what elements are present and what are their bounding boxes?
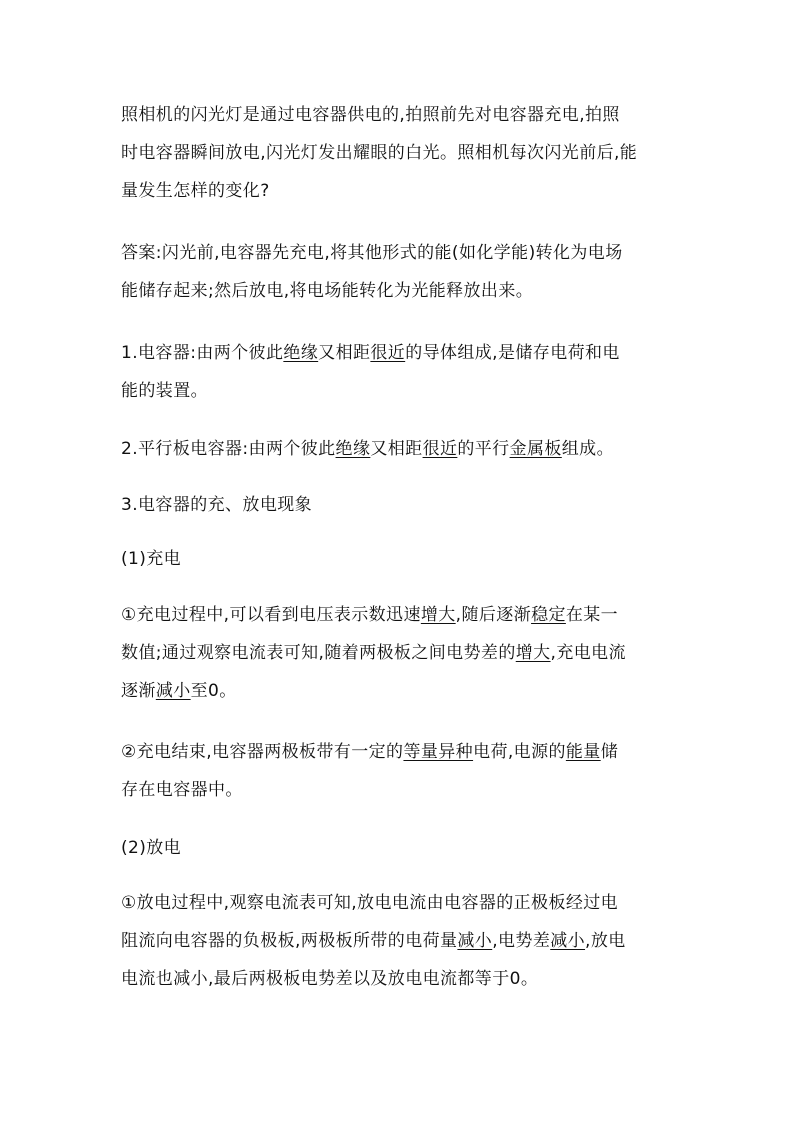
item-2-text-c: 的平行 <box>457 439 510 459</box>
text: 储 <box>600 742 619 762</box>
item-1-text-b: 又相距 <box>318 343 371 363</box>
item-2-text-a: 2.平行板电容器:由两个彼此 <box>121 439 336 459</box>
item-1-text-a: 1.电容器:由两个彼此 <box>121 343 284 363</box>
item-1-capacitor-definition <box>121 334 681 410</box>
section-heading: 3.电容器的充、放电现象 <box>121 495 313 515</box>
charge-paragraph-2 <box>121 733 681 809</box>
item-2-parallel-plate <box>121 430 681 468</box>
blank-answer: 减小 <box>550 931 586 951</box>
text: ①充电过程中,可以看到电压表示数迅速 <box>121 605 421 625</box>
item-2-text-b: 又相距 <box>370 439 423 459</box>
blank-answer: 增大 <box>515 643 551 663</box>
text: ,充电电流 <box>550 643 626 663</box>
text: 在某一 <box>565 605 619 625</box>
text: 至0。 <box>190 681 237 701</box>
text: ,电势差 <box>492 931 551 951</box>
charge-p1-line-2 <box>121 634 681 672</box>
blank-answer: 很近 <box>370 343 406 363</box>
text: ,随后逐渐 <box>455 605 532 625</box>
subsection-heading: (1)充电 <box>121 549 182 569</box>
discharge-p1-line-1: ①放电过程中,观察电流表可知,放电电流由电容器的正极板经过电 <box>121 893 619 913</box>
blank-answer: 稳定 <box>531 605 566 625</box>
text: ,放电 <box>585 931 626 951</box>
question-line-2: 时电容器瞬间放电,闪光灯发出耀眼的白光。照相机每次闪光前后,能 <box>121 143 638 163</box>
blank-answer: 减小 <box>457 931 493 951</box>
item-2-line-1 <box>121 430 681 468</box>
text: ②充电结束,电容器两极板带有一定的 <box>121 742 404 762</box>
intro-answer <box>121 234 681 310</box>
blank-answer: 减小 <box>155 681 191 701</box>
intro-question <box>121 96 681 210</box>
discharge-p1-line-3: 电流也减小,最后两极板电势差以及放电电流都等于0。 <box>121 969 539 989</box>
charge-p2-line-2: 存在电容器中。 <box>121 780 243 800</box>
question-line-1: 照相机的闪光灯是通过电容器供电的,拍照前先对电容器充电,拍照 <box>121 105 620 125</box>
item-1-text-c: 的导体组成,是储存电荷和电 <box>405 343 620 363</box>
text: 逐渐 <box>121 681 156 701</box>
subsection-heading: (2)放电 <box>121 838 182 858</box>
discharge-heading <box>121 829 681 867</box>
charge-p2-line-1 <box>121 733 681 771</box>
discharge-p1-line-2 <box>121 922 681 960</box>
blank-answer: 很近 <box>422 439 458 459</box>
charge-paragraph-1 <box>121 596 681 710</box>
blank-answer: 绝缘 <box>335 439 371 459</box>
text: 数值;通过观察电流表可知,随着两极板之间电势差的 <box>121 643 516 663</box>
blank-answer: 金属板 <box>509 439 562 459</box>
blank-answer: 绝缘 <box>283 343 319 363</box>
item-1-line-1 <box>121 334 681 372</box>
item-1-line-2: 能的装置。 <box>121 381 208 401</box>
discharge-paragraph-1 <box>121 884 681 998</box>
answer-line-2: 能储存起来;然后放电,将电场能转化为光能释放出来。 <box>121 281 534 301</box>
item-2-text-d: 组成。 <box>561 439 614 459</box>
text: 电荷,电源的 <box>473 742 566 762</box>
charge-heading <box>121 540 681 578</box>
blank-answer: 能量 <box>565 742 601 762</box>
question-line-3: 量发生怎样的变化? <box>121 181 270 201</box>
charge-p1-line-1 <box>121 596 681 634</box>
item-3-title <box>121 486 681 524</box>
text: 阻流向电容器的负极板,两极板所带的电荷量 <box>121 931 458 951</box>
charge-p1-line-3 <box>121 672 681 710</box>
blank-answer: 增大 <box>420 605 456 625</box>
answer-line-1: 答案:闪光前,电容器先充电,将其他形式的能(如化学能)转化为电场 <box>121 243 623 263</box>
blank-answer: 等量异种 <box>403 742 474 762</box>
